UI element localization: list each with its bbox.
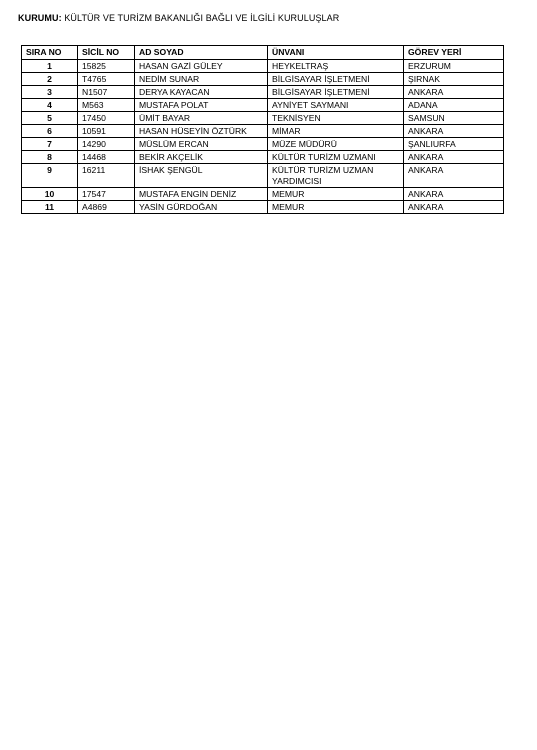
cell-sicil-no: T4765	[78, 73, 135, 86]
cell-gorev-yeri: ANKARA	[404, 86, 504, 99]
table-row	[22, 164, 504, 188]
cell-sicil-no: 14290	[78, 138, 135, 151]
table-row	[22, 99, 504, 112]
cell-ad-soyad: HASAN HÜSEYİN ÖZTÜRK	[135, 125, 268, 138]
cell-sicil-no: 10591	[78, 125, 135, 138]
column-header-gorev-yeri: GÖREV YERİ	[404, 46, 504, 60]
cell-unvani: KÜLTÜR TURİZM UZMANI	[268, 151, 404, 164]
cell-sira-no: 10	[22, 188, 78, 201]
table-row	[22, 138, 504, 151]
column-header-sicil-no: SİCİL NO	[78, 46, 135, 60]
cell-ad-soyad: İSHAK ŞENGÜL	[135, 164, 268, 188]
cell-unvani: MEMUR	[268, 188, 404, 201]
cell-sira-no: 6	[22, 125, 78, 138]
table-row	[22, 188, 504, 201]
cell-unvani: MEMUR	[268, 201, 404, 214]
cell-gorev-yeri: SAMSUN	[404, 112, 504, 125]
table-header-row	[22, 46, 504, 60]
heading-institution: KÜLTÜR VE TURİZM BAKANLIĞI BAĞLI VE İLGİLİ KURULUŞLAR	[64, 13, 340, 23]
cell-sira-no: 3	[22, 86, 78, 99]
heading-label: KURUMU:	[18, 13, 62, 23]
cell-gorev-yeri: ANKARA	[404, 201, 504, 214]
cell-ad-soyad: MUSTAFA ENGİN DENİZ	[135, 188, 268, 201]
table-row	[22, 151, 504, 164]
column-header-sira-no: SIRA NO	[22, 46, 78, 60]
cell-ad-soyad: DERYA KAYACAN	[135, 86, 268, 99]
cell-sicil-no: A4869	[78, 201, 135, 214]
cell-ad-soyad: MÜSLÜM ERCAN	[135, 138, 268, 151]
cell-sicil-no: 17547	[78, 188, 135, 201]
cell-gorev-yeri: ANKARA	[404, 151, 504, 164]
cell-sira-no: 4	[22, 99, 78, 112]
column-header-ad-soyad: AD SOYAD	[135, 46, 268, 60]
cell-sicil-no: 14468	[78, 151, 135, 164]
cell-ad-soyad: ÜMİT BAYAR	[135, 112, 268, 125]
cell-sira-no: 9	[22, 164, 78, 188]
table-row	[22, 86, 504, 99]
cell-gorev-yeri: ANKARA	[404, 125, 504, 138]
cell-unvani: MÜZE MÜDÜRÜ	[268, 138, 404, 151]
table-row	[22, 125, 504, 138]
column-header-unvani: ÜNVANI	[268, 46, 404, 60]
cell-sira-no: 8	[22, 151, 78, 164]
cell-ad-soyad: HASAN GAZİ GÜLEY	[135, 60, 268, 73]
table-row	[22, 73, 504, 86]
cell-ad-soyad: NEDİM SUNAR	[135, 73, 268, 86]
cell-unvani: HEYKELTRAŞ	[268, 60, 404, 73]
cell-unvani: BİLGİSAYAR İŞLETMENİ	[268, 73, 404, 86]
cell-gorev-yeri: ŞIRNAK	[404, 73, 504, 86]
cell-sicil-no: M563	[78, 99, 135, 112]
cell-sira-no: 7	[22, 138, 78, 151]
cell-sira-no: 11	[22, 201, 78, 214]
page-heading	[18, 13, 339, 23]
cell-ad-soyad: MUSTAFA POLAT	[135, 99, 268, 112]
personnel-table	[21, 45, 504, 214]
cell-unvani: MİMAR	[268, 125, 404, 138]
cell-unvani: KÜLTÜR TURİZM UZMAN YARDIMCISI	[268, 164, 404, 188]
cell-ad-soyad: BEKİR AKÇELİK	[135, 151, 268, 164]
cell-gorev-yeri: ADANA	[404, 99, 504, 112]
cell-gorev-yeri: ŞANLIURFA	[404, 138, 504, 151]
table-row	[22, 112, 504, 125]
cell-sicil-no: N1507	[78, 86, 135, 99]
cell-unvani: AYNİYET SAYMANI	[268, 99, 404, 112]
cell-sira-no: 1	[22, 60, 78, 73]
cell-sira-no: 5	[22, 112, 78, 125]
cell-sicil-no: 17450	[78, 112, 135, 125]
cell-gorev-yeri: ANKARA	[404, 188, 504, 201]
cell-sicil-no: 16211	[78, 164, 135, 188]
cell-sicil-no: 15825	[78, 60, 135, 73]
cell-unvani: BİLGİSAYAR İŞLETMENİ	[268, 86, 404, 99]
cell-sira-no: 2	[22, 73, 78, 86]
cell-ad-soyad: YASİN GÜRDOĞAN	[135, 201, 268, 214]
cell-unvani: TEKNİSYEN	[268, 112, 404, 125]
table-row	[22, 60, 504, 73]
cell-gorev-yeri: ERZURUM	[404, 60, 504, 73]
cell-gorev-yeri: ANKARA	[404, 164, 504, 188]
table-row	[22, 201, 504, 214]
